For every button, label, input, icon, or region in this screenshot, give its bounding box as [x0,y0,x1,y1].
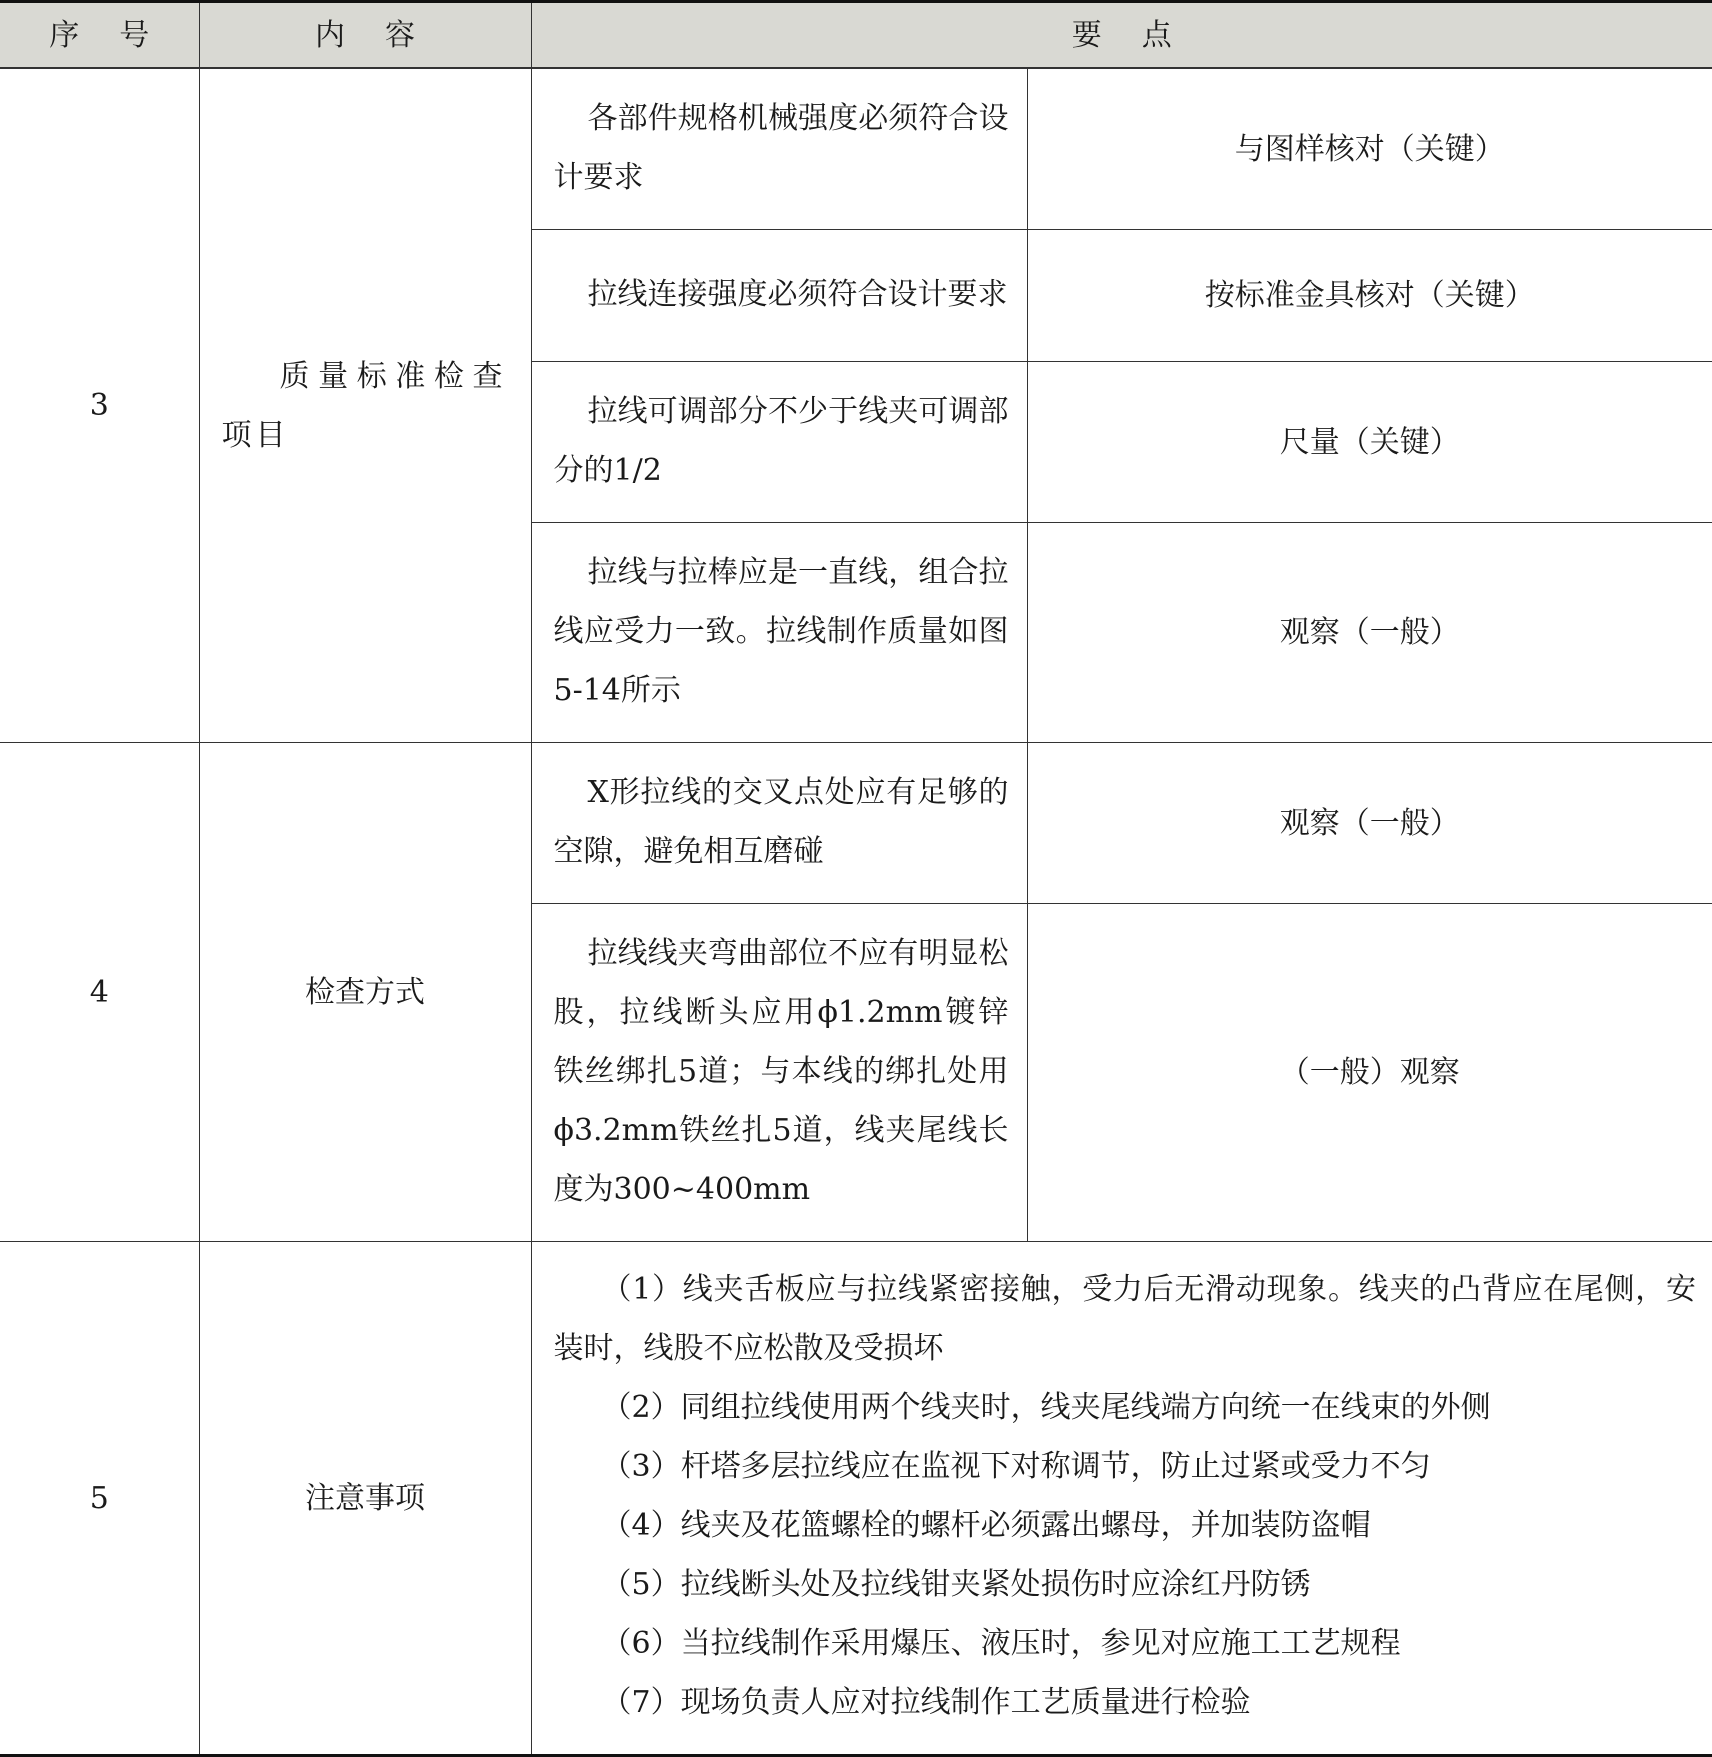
header-points: 要点 [531,2,1712,69]
content-cell: 注意事项 [199,1242,531,1756]
content-cell: 检查方式 [199,743,531,1242]
check-cell: 与图样核对（关键） [1027,68,1712,230]
table-row [0,68,1712,230]
desc-cell: 拉线线夹弯曲部位不应有明显松股，拉线断头应用ϕ1.2mm镀锌铁丝绑扎5道；与本线的绑扎处用ϕ3.2mm铁丝扎5道，线夹尾线长度为300~400mm [531,904,1027,1242]
check-cell: 按标准金具核对（关键） [1027,230,1712,362]
note-item: （3）杆塔多层拉线应在监视下对称调节，防止过紧或受力不匀 [601,1449,1431,1484]
desc-cell: 拉线与拉棒应是一直线，组合拉线应受力一致。拉线制作质量如图5-14所示 [531,523,1027,743]
note-item: （2）同组拉线使用两个线夹时，线夹尾线端方向统一在线束的外侧 [601,1390,1491,1425]
table-row [0,743,1712,904]
note-item: （5）拉线断头处及拉线钳夹紧处损伤时应涂红丹防锈 [601,1567,1311,1602]
note-item: （1）线夹舌板应与拉线紧密接触，受力后无滑动现象。线夹的凸背应在尾侧，安装时，线股不应松散及受损坏 [553,1272,1696,1366]
seq-cell: 3 [0,68,199,743]
check-cell: 观察（一般） [1027,743,1712,904]
notes-cell [531,1242,1712,1756]
header-content: 内容 [199,2,531,69]
seq-cell: 4 [0,743,199,1242]
content-cell: 质量标准检查项目 [199,68,531,743]
note-item: （6）当拉线制作采用爆压、液压时，参见对应施工工艺规程 [601,1626,1401,1661]
note-item: （4）线夹及花篮螺栓的螺杆必须露出螺母，并加装防盗帽 [601,1508,1371,1543]
seq-cell: 5 [0,1242,199,1756]
check-cell: 尺量（关键） [1027,362,1712,523]
desc-cell: 拉线连接强度必须符合设计要求 [531,230,1027,362]
table-row [0,1242,1712,1756]
desc-cell: 拉线可调部分不少于线夹可调部分的1/2 [531,362,1027,523]
desc-cell: X形拉线的交叉点处应有足够的空隙，避免相互磨碰 [531,743,1027,904]
check-cell: 观察（一般） [1027,523,1712,743]
desc-cell: 各部件规格机械强度必须符合设计要求 [531,68,1027,230]
header-row [0,2,1712,69]
header-seq: 序号 [0,2,199,69]
check-cell: （一般）观察 [1027,904,1712,1242]
note-item: （7）现场负责人应对拉线制作工艺质量进行检验 [601,1685,1251,1720]
